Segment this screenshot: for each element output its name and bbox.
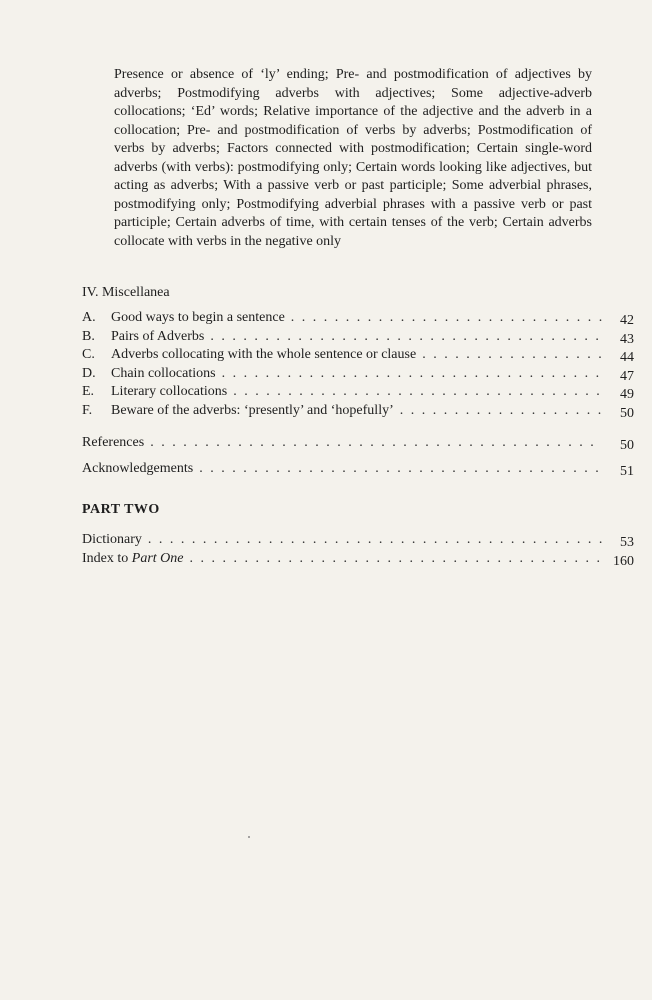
toc-title: Beware of the adverbs: ‘presently’ and ‘hopefully’	[111, 402, 394, 418]
toc-page-number: 47	[620, 368, 634, 384]
toc-title: Good ways to begin a sentence	[111, 310, 285, 325]
toc-letter: F.	[82, 402, 93, 418]
toc-page-number: 50	[620, 438, 634, 453]
dot-leader	[189, 550, 602, 569]
dot-leader	[148, 531, 602, 550]
dot-leader	[210, 328, 602, 347]
section-iv-heading: IV. Miscellanea	[82, 285, 170, 300]
back-matter-acknowledgements	[82, 460, 634, 479]
part-two-entries	[82, 531, 634, 568]
dot-leader	[400, 402, 602, 421]
toc-page-number: 44	[620, 350, 634, 365]
toc-entry-acknowledgements[interactable]	[82, 460, 634, 479]
toc-letter: C.	[82, 347, 95, 362]
toc-entry-dictionary[interactable]	[82, 531, 634, 550]
toc-title: Chain collocations	[111, 365, 216, 381]
toc-entry-f[interactable]	[82, 402, 634, 421]
part-two-heading: PART TWO	[82, 502, 160, 517]
toc-entry-e[interactable]	[82, 383, 634, 402]
dot-leader	[199, 460, 602, 479]
toc-title	[82, 550, 183, 569]
toc-title: Dictionary	[82, 532, 142, 547]
toc-letter: E.	[82, 384, 95, 399]
intro-paragraph: Presence or absence of ‘ly’ ending; Pre- and postmodification of adjectives by adverbs; Postmodifying adverbs with adjectives; Some adjective-adverb collocations; ‘Ed’ words; Relative importance of the adjective and the adverb in a collocation; Pre- and postmodification of verbs by adverbs; Postmodification of verbs by adverbs; Factors connected with postmodification; Certain single-word adverbs (with verbs): postmodifying only; Certain words looking like adjectives, but acting as adverbs; With a passive verb or past participle; Some adverbial phrases, postmodifying only; Postmodifying adverbial phrases with a passive verb or past participle; Certain adverbs of time, with certain tenses of the verb; Certain adverbs collocate with verbs in the negative only	[114, 67, 592, 249]
dot-leader	[150, 434, 602, 453]
dot-leader	[291, 309, 602, 328]
section-iv-entries	[82, 309, 634, 420]
toc-title: Acknowledgements	[82, 461, 194, 476]
toc-title: Adverbs collocating with the whole sentence or clause	[111, 347, 417, 362]
back-matter-references	[82, 434, 634, 453]
toc-page-number: 53	[620, 535, 634, 550]
toc-entry-index[interactable]	[82, 550, 634, 569]
toc-page-number: 50	[620, 405, 634, 421]
toc-title: Pairs of Adverbs	[111, 328, 205, 344]
toc-title: References	[82, 435, 145, 450]
toc-letter: D.	[82, 365, 96, 381]
toc-page-number: 49	[620, 387, 634, 402]
toc-page-number: 43	[620, 331, 634, 347]
dot-leader	[222, 365, 602, 384]
index-title-prefix: Index to	[82, 550, 129, 566]
toc-entry-b[interactable]	[82, 328, 634, 347]
toc-entry-d[interactable]	[82, 365, 634, 384]
toc-page-number: 42	[620, 313, 634, 328]
toc-title: Literary collocations	[111, 384, 228, 399]
dot-leader	[233, 383, 602, 402]
toc-entry-c[interactable]	[82, 346, 634, 365]
paper-speck	[248, 836, 250, 838]
toc-entry-references[interactable]	[82, 434, 634, 453]
index-title-italic: Part One	[131, 550, 184, 566]
toc-letter: B.	[82, 328, 95, 344]
toc-entry-a[interactable]	[82, 309, 634, 328]
toc-page-number: 51	[620, 464, 634, 479]
toc-letter: A.	[82, 310, 96, 325]
dot-leader	[422, 346, 602, 365]
toc-page-number: 160	[613, 553, 634, 569]
